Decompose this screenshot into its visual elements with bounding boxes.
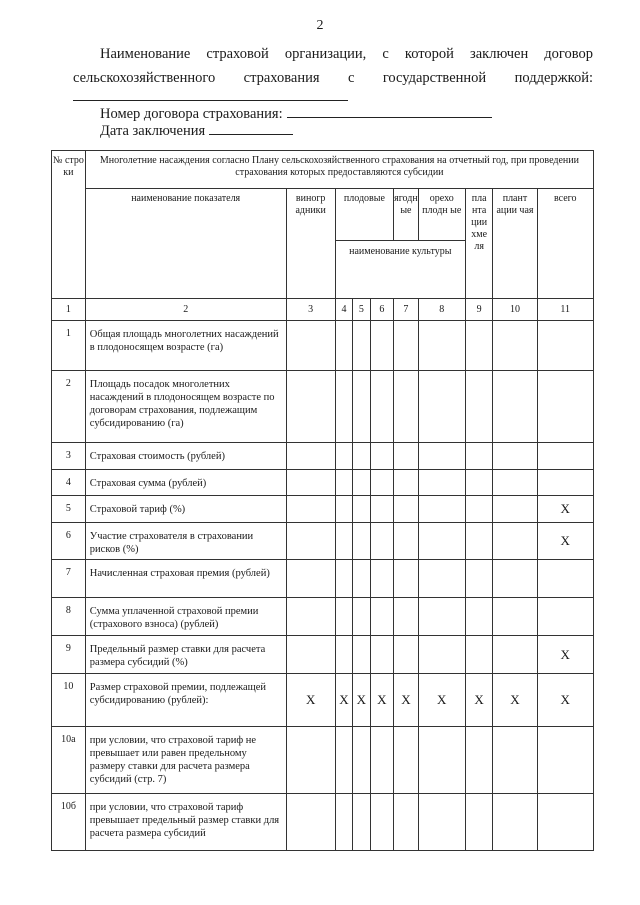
value-cell[interactable] [537, 727, 594, 794]
indicator-name: при условии, что страховой тариф не превышает или равен предельному размеру ставки для расчета размера субсидий (стр. 7) [85, 727, 286, 794]
x-mark: X [493, 674, 537, 727]
value-cell[interactable] [370, 560, 394, 598]
value-cell[interactable] [537, 560, 594, 598]
value-cell[interactable] [353, 496, 370, 523]
x-mark: X [465, 674, 493, 727]
value-cell[interactable] [335, 636, 352, 674]
indicator-name: Общая площадь многолетних насаждений в плодоносящем возрасте (га) [85, 321, 286, 371]
value-cell[interactable] [353, 321, 370, 371]
table-row [52, 598, 594, 636]
value-cell[interactable] [286, 443, 335, 470]
value-cell[interactable] [370, 321, 394, 371]
table-row [52, 470, 594, 496]
column-number: 10 [493, 299, 537, 321]
value-cell[interactable] [286, 470, 335, 496]
value-cell[interactable] [537, 470, 594, 496]
value-cell[interactable] [493, 636, 537, 674]
value-cell[interactable] [370, 371, 394, 443]
column-number: 9 [465, 299, 493, 321]
value-cell[interactable] [286, 560, 335, 598]
conclusion-date-field[interactable] [209, 122, 293, 135]
value-cell[interactable] [493, 794, 537, 851]
table-row [52, 443, 594, 470]
column-number: 3 [286, 299, 335, 321]
value-cell[interactable] [537, 598, 594, 636]
value-cell[interactable] [286, 794, 335, 851]
row-number: 2 [52, 371, 86, 443]
value-cell[interactable] [370, 727, 394, 794]
x-mark: X [537, 636, 594, 674]
value-cell[interactable] [418, 560, 465, 598]
table-title: Многолетние насаждения согласно Плану сельскохозяйственного страхования на отчетный год, при проведении страхования которых предоставляются субсидии [85, 151, 593, 189]
col-total: всего [537, 189, 594, 299]
value-cell[interactable] [370, 636, 394, 674]
value-cell[interactable] [418, 443, 465, 470]
value-cell[interactable] [335, 794, 352, 851]
x-mark: X [370, 674, 394, 727]
value-cell[interactable] [418, 321, 465, 371]
table-row [52, 674, 594, 727]
column-number: 4 [335, 299, 352, 321]
row-number: 9 [52, 636, 86, 674]
row-number: 5 [52, 496, 86, 523]
row-number: 4 [52, 470, 86, 496]
value-cell[interactable] [286, 523, 335, 560]
subsidy-table [51, 150, 594, 851]
value-cell[interactable] [493, 560, 537, 598]
value-cell[interactable] [394, 560, 419, 598]
value-cell[interactable] [465, 321, 493, 371]
insurer-name-line2: сельскохозяйственного страхования с государственной поддержкой: [73, 70, 593, 86]
value-cell[interactable] [493, 496, 537, 523]
x-mark: X [335, 674, 352, 727]
value-cell[interactable] [370, 523, 394, 560]
indicator-header: наименование показателя [85, 189, 286, 299]
value-cell[interactable] [537, 443, 594, 470]
value-cell[interactable] [537, 794, 594, 851]
column-number: 8 [418, 299, 465, 321]
row-number: 6 [52, 523, 86, 560]
contract-number-row [100, 105, 492, 123]
table-row [52, 523, 594, 560]
table-row [52, 727, 594, 794]
column-number: 6 [370, 299, 394, 321]
page-number: 2 [316, 18, 324, 33]
row-number: 3 [52, 443, 86, 470]
column-number: 5 [353, 299, 370, 321]
value-cell[interactable] [353, 727, 370, 794]
col-berry: ягодн ые [394, 189, 419, 241]
value-cell[interactable] [418, 794, 465, 851]
value-cell[interactable] [394, 321, 419, 371]
insurer-name-line1: Наименование страховой организации, с которой заключен договор [100, 46, 593, 62]
value-cell[interactable] [465, 443, 493, 470]
row-number: 7 [52, 560, 86, 598]
value-cell[interactable] [335, 523, 352, 560]
value-cell[interactable] [493, 727, 537, 794]
value-cell[interactable] [465, 598, 493, 636]
value-cell[interactable] [353, 636, 370, 674]
value-cell[interactable] [353, 443, 370, 470]
indicator-name: Страховая стоимость (рублей) [85, 443, 286, 470]
conclusion-date-label: Дата заключения [100, 123, 206, 139]
value-cell[interactable] [465, 371, 493, 443]
x-mark: X [537, 496, 594, 523]
value-cell[interactable] [370, 794, 394, 851]
value-cell[interactable] [353, 470, 370, 496]
col-fruit: плодовые [335, 189, 393, 241]
value-cell[interactable] [537, 371, 594, 443]
row-number: 10б [52, 794, 86, 851]
value-cell[interactable] [418, 371, 465, 443]
value-cell[interactable] [493, 371, 537, 443]
column-number: 11 [537, 299, 594, 321]
value-cell[interactable] [465, 470, 493, 496]
value-cell[interactable] [353, 794, 370, 851]
table-row [52, 371, 594, 443]
indicator-name: Площадь посадок многолетних насаждений в плодоносящем возрасте по договорам страхования, подлежащим субсидированию (га) [85, 371, 286, 443]
crop-name-label: наименование культуры [335, 241, 465, 299]
value-cell[interactable] [394, 636, 419, 674]
value-cell[interactable] [465, 636, 493, 674]
value-cell[interactable] [493, 523, 537, 560]
value-cell[interactable] [335, 443, 352, 470]
value-cell[interactable] [335, 496, 352, 523]
value-cell[interactable] [286, 727, 335, 794]
value-cell[interactable] [394, 371, 419, 443]
x-mark: X [394, 674, 419, 727]
value-cell[interactable] [465, 523, 493, 560]
value-cell[interactable] [335, 321, 352, 371]
value-cell[interactable] [418, 727, 465, 794]
value-cell[interactable] [418, 598, 465, 636]
col-nut: орехо плодн ые [418, 189, 465, 241]
value-cell[interactable] [493, 598, 537, 636]
value-cell[interactable] [493, 470, 537, 496]
table-row [52, 321, 594, 371]
col-tea: плант ации чая [493, 189, 537, 299]
indicator-name: при условии, что страховой тариф превышает предельный размер ставки для расчета размера субсидий [85, 794, 286, 851]
value-cell[interactable] [353, 560, 370, 598]
table-row [52, 636, 594, 674]
value-cell[interactable] [335, 560, 352, 598]
table-row [52, 560, 594, 598]
col-vineyards: виногр адники [286, 189, 335, 299]
value-cell[interactable] [418, 636, 465, 674]
value-cell[interactable] [286, 496, 335, 523]
value-cell[interactable] [418, 523, 465, 560]
value-cell[interactable] [335, 470, 352, 496]
column-number: 1 [52, 299, 86, 321]
value-cell[interactable] [335, 371, 352, 443]
contract-number-field[interactable] [287, 105, 492, 118]
value-cell[interactable] [465, 794, 493, 851]
value-cell[interactable] [394, 794, 419, 851]
row-number: 10а [52, 727, 86, 794]
value-cell[interactable] [370, 470, 394, 496]
value-cell[interactable] [394, 443, 419, 470]
column-number: 7 [394, 299, 419, 321]
value-cell[interactable] [286, 598, 335, 636]
indicator-name: Предельный размер ставки для расчета размера субсидий (%) [85, 636, 286, 674]
indicator-name: Страховой тариф (%) [85, 496, 286, 523]
col-hops: пла нта ции хме ля [465, 189, 493, 299]
value-cell[interactable] [370, 598, 394, 636]
conclusion-date-row [100, 122, 293, 140]
value-cell[interactable] [394, 727, 419, 794]
row-number: 8 [52, 598, 86, 636]
value-cell[interactable] [370, 443, 394, 470]
column-number: 2 [85, 299, 286, 321]
value-cell[interactable] [537, 321, 594, 371]
x-mark: X [353, 674, 370, 727]
value-cell[interactable] [335, 598, 352, 636]
row-number-header: № стро ки [52, 151, 86, 299]
value-cell[interactable] [465, 496, 493, 523]
value-cell[interactable] [465, 560, 493, 598]
insurer-name-field[interactable] [73, 100, 348, 101]
indicator-name: Страховая сумма (рублей) [85, 470, 286, 496]
x-mark: X [537, 523, 594, 560]
value-cell[interactable] [465, 727, 493, 794]
value-cell[interactable] [353, 523, 370, 560]
indicator-name: Начисленная страховая премия (рублей) [85, 560, 286, 598]
value-cell[interactable] [353, 598, 370, 636]
value-cell[interactable] [394, 470, 419, 496]
indicator-name: Размер страховой премии, подлежащей субсидированию (рублей): [85, 674, 286, 727]
value-cell[interactable] [493, 321, 537, 371]
table-row [52, 496, 594, 523]
value-cell[interactable] [418, 470, 465, 496]
value-cell[interactable] [394, 496, 419, 523]
value-cell[interactable] [370, 496, 394, 523]
column-number-row [52, 299, 594, 321]
row-number: 10 [52, 674, 86, 727]
table-row [52, 794, 594, 851]
value-cell[interactable] [335, 727, 352, 794]
indicator-name: Сумма уплаченной страховой премии (страхового взноса) (рублей) [85, 598, 286, 636]
row-number: 1 [52, 321, 86, 371]
value-cell[interactable] [493, 443, 537, 470]
value-cell[interactable] [286, 636, 335, 674]
x-mark: X [286, 674, 335, 727]
indicator-name: Участие страхователя в страховании рисков (%) [85, 523, 286, 560]
x-mark: X [537, 674, 594, 727]
value-cell[interactable] [394, 598, 419, 636]
value-cell[interactable] [394, 523, 419, 560]
x-mark: X [418, 674, 465, 727]
contract-number-label: Номер договора страхования: [100, 106, 283, 122]
value-cell[interactable] [286, 371, 335, 443]
value-cell[interactable] [286, 321, 335, 371]
value-cell[interactable] [353, 371, 370, 443]
value-cell[interactable] [418, 496, 465, 523]
